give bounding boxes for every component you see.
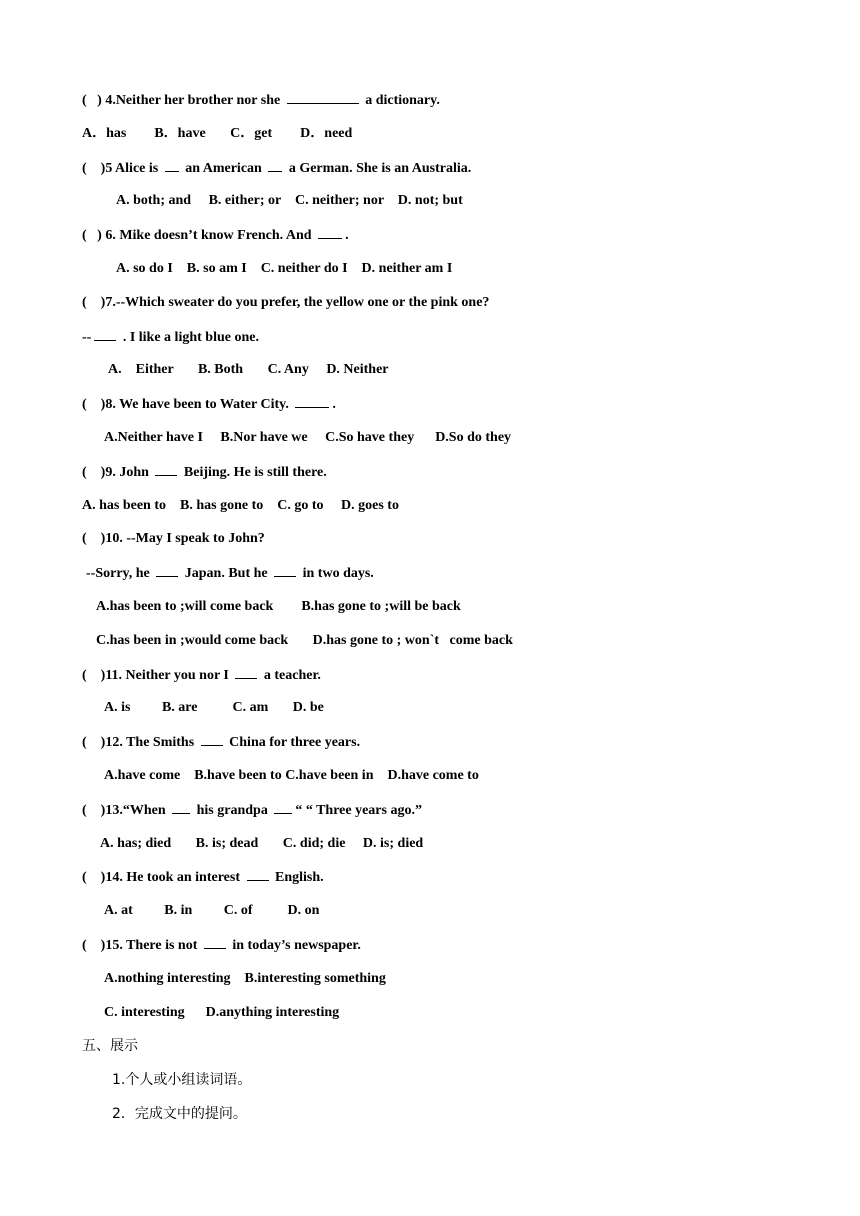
- line-text: .: [332, 397, 336, 413]
- line-text: A.nothing interesting B.interesting something: [104, 970, 386, 986]
- answer-blank[interactable]: [201, 733, 223, 746]
- line-text: C.has been in ;would come back D.has gone to ; won`t come back: [96, 632, 513, 648]
- question-line: [82, 666, 321, 685]
- line-text: Beijing. He is still there.: [180, 464, 327, 480]
- line-text: A．has B．have C．get D．need: [82, 125, 353, 141]
- question-line: [104, 767, 479, 785]
- question-line: [82, 328, 259, 347]
- answer-blank[interactable]: [274, 801, 292, 814]
- answer-blank[interactable]: [155, 463, 177, 476]
- line-text: an American: [181, 160, 266, 176]
- question-line: [82, 936, 361, 955]
- line-text: A.has been to ;will come back B.has gone to ;will be back: [96, 599, 461, 614]
- line-text: in two days.: [299, 566, 374, 582]
- answer-blank[interactable]: [268, 159, 282, 172]
- answer-blank[interactable]: [287, 91, 359, 104]
- line-text: A. has been to B. has gone to C. go to D. goes to: [82, 497, 399, 513]
- question-line: [96, 598, 461, 616]
- answer-blank[interactable]: [318, 226, 342, 239]
- line-text: ( )12. The Smiths: [82, 735, 198, 751]
- line-text: ( )5 Alice is: [82, 160, 162, 176]
- answer-blank[interactable]: [94, 328, 116, 341]
- line-text: A. Either B. Both C. Any D. Neither: [108, 362, 389, 378]
- question-line: [82, 395, 336, 414]
- question-line: [104, 429, 511, 447]
- answer-blank[interactable]: [274, 564, 296, 577]
- question-line: [96, 632, 513, 650]
- line-text: China for three years.: [225, 735, 361, 751]
- answer-blank[interactable]: [172, 801, 190, 814]
- line-text: --: [82, 329, 92, 345]
- line-text: ( )8. We have been to Water City.: [82, 397, 293, 413]
- question-line: [82, 226, 349, 245]
- question-line: [116, 192, 463, 210]
- line-text: ( ) 6. Mike doesn’t know French. And: [82, 228, 316, 244]
- answer-blank[interactable]: [165, 159, 179, 172]
- line-text: 1.个人或小组读词语。: [112, 1072, 252, 1089]
- question-line: [82, 463, 327, 482]
- question-line: [82, 294, 489, 312]
- line-text: his grandpa: [193, 802, 272, 818]
- section-text-line: [112, 1105, 247, 1123]
- line-text: “ “ Three years ago.”: [295, 802, 422, 818]
- line-text: 2．完成文中的提问。: [112, 1106, 247, 1122]
- question-line: [82, 497, 399, 515]
- question-line: [108, 361, 389, 379]
- line-text: ( )15. There is not: [82, 938, 201, 953]
- question-line: [82, 868, 324, 887]
- answer-blank[interactable]: [156, 564, 178, 577]
- line-text: A. so do I B. so am I C. neither do I D. neither am I: [116, 261, 453, 276]
- question-line: [104, 902, 319, 920]
- question-line: [116, 260, 452, 278]
- line-text: ( )10. --May I speak to John?: [82, 531, 265, 547]
- line-text: A. has; died B. is; dead C. did; die D. is; died: [100, 835, 424, 851]
- line-text: ( )11. Neither you nor I: [82, 667, 233, 683]
- line-text: English.: [271, 870, 324, 886]
- question-line: [82, 801, 422, 820]
- line-text: A. is B. are C. am D. be: [104, 700, 324, 716]
- answer-blank[interactable]: [247, 868, 269, 881]
- line-text: Japan. But he: [181, 566, 272, 582]
- question-line: [82, 530, 265, 548]
- line-text: ( )9. John: [82, 464, 153, 480]
- question-line: [104, 699, 324, 717]
- line-text: A.have come B.have been to C.have been in D.have come to: [104, 768, 479, 783]
- answer-blank[interactable]: [295, 395, 329, 408]
- section-text-line: [82, 1037, 138, 1055]
- line-text: .: [345, 228, 349, 244]
- answer-blank[interactable]: [204, 936, 226, 949]
- line-text: 五、展示: [82, 1038, 138, 1055]
- line-text: a dictionary.: [361, 93, 440, 108]
- line-text: ( )13.“When: [82, 802, 170, 818]
- line-text: A. both; and B. either; or C. neither; nor D. not; but: [116, 193, 463, 209]
- question-line: [82, 733, 360, 752]
- line-text: --Sorry, he: [86, 566, 154, 582]
- question-line: [86, 564, 374, 583]
- question-line: [104, 970, 386, 988]
- line-text: A. at B. in C. of D. on: [104, 903, 320, 919]
- section-text-line: [112, 1071, 251, 1089]
- line-text: C. interesting D.anything interesting: [104, 1004, 340, 1020]
- line-text: . I like a light blue one.: [119, 329, 259, 345]
- line-text: a German. She is an Australia.: [285, 160, 472, 176]
- line-text: in today’s newspaper.: [228, 938, 361, 953]
- question-line: [104, 1004, 339, 1022]
- question-line: [82, 159, 471, 178]
- line-text: ( )7.--Which sweater do you prefer, the yellow one or the pink one?: [82, 294, 490, 310]
- question-line: [82, 91, 440, 110]
- line-text: ( ) 4.Neither her brother nor she: [82, 93, 284, 108]
- line-text: ( )14. He took an interest: [82, 870, 244, 886]
- answer-blank[interactable]: [235, 666, 257, 679]
- question-line: [100, 835, 423, 853]
- line-text: a teacher.: [260, 667, 321, 683]
- question-line: [82, 125, 352, 143]
- line-text: A.Neither have I B.Nor have we C.So have they D.So do they: [104, 430, 512, 445]
